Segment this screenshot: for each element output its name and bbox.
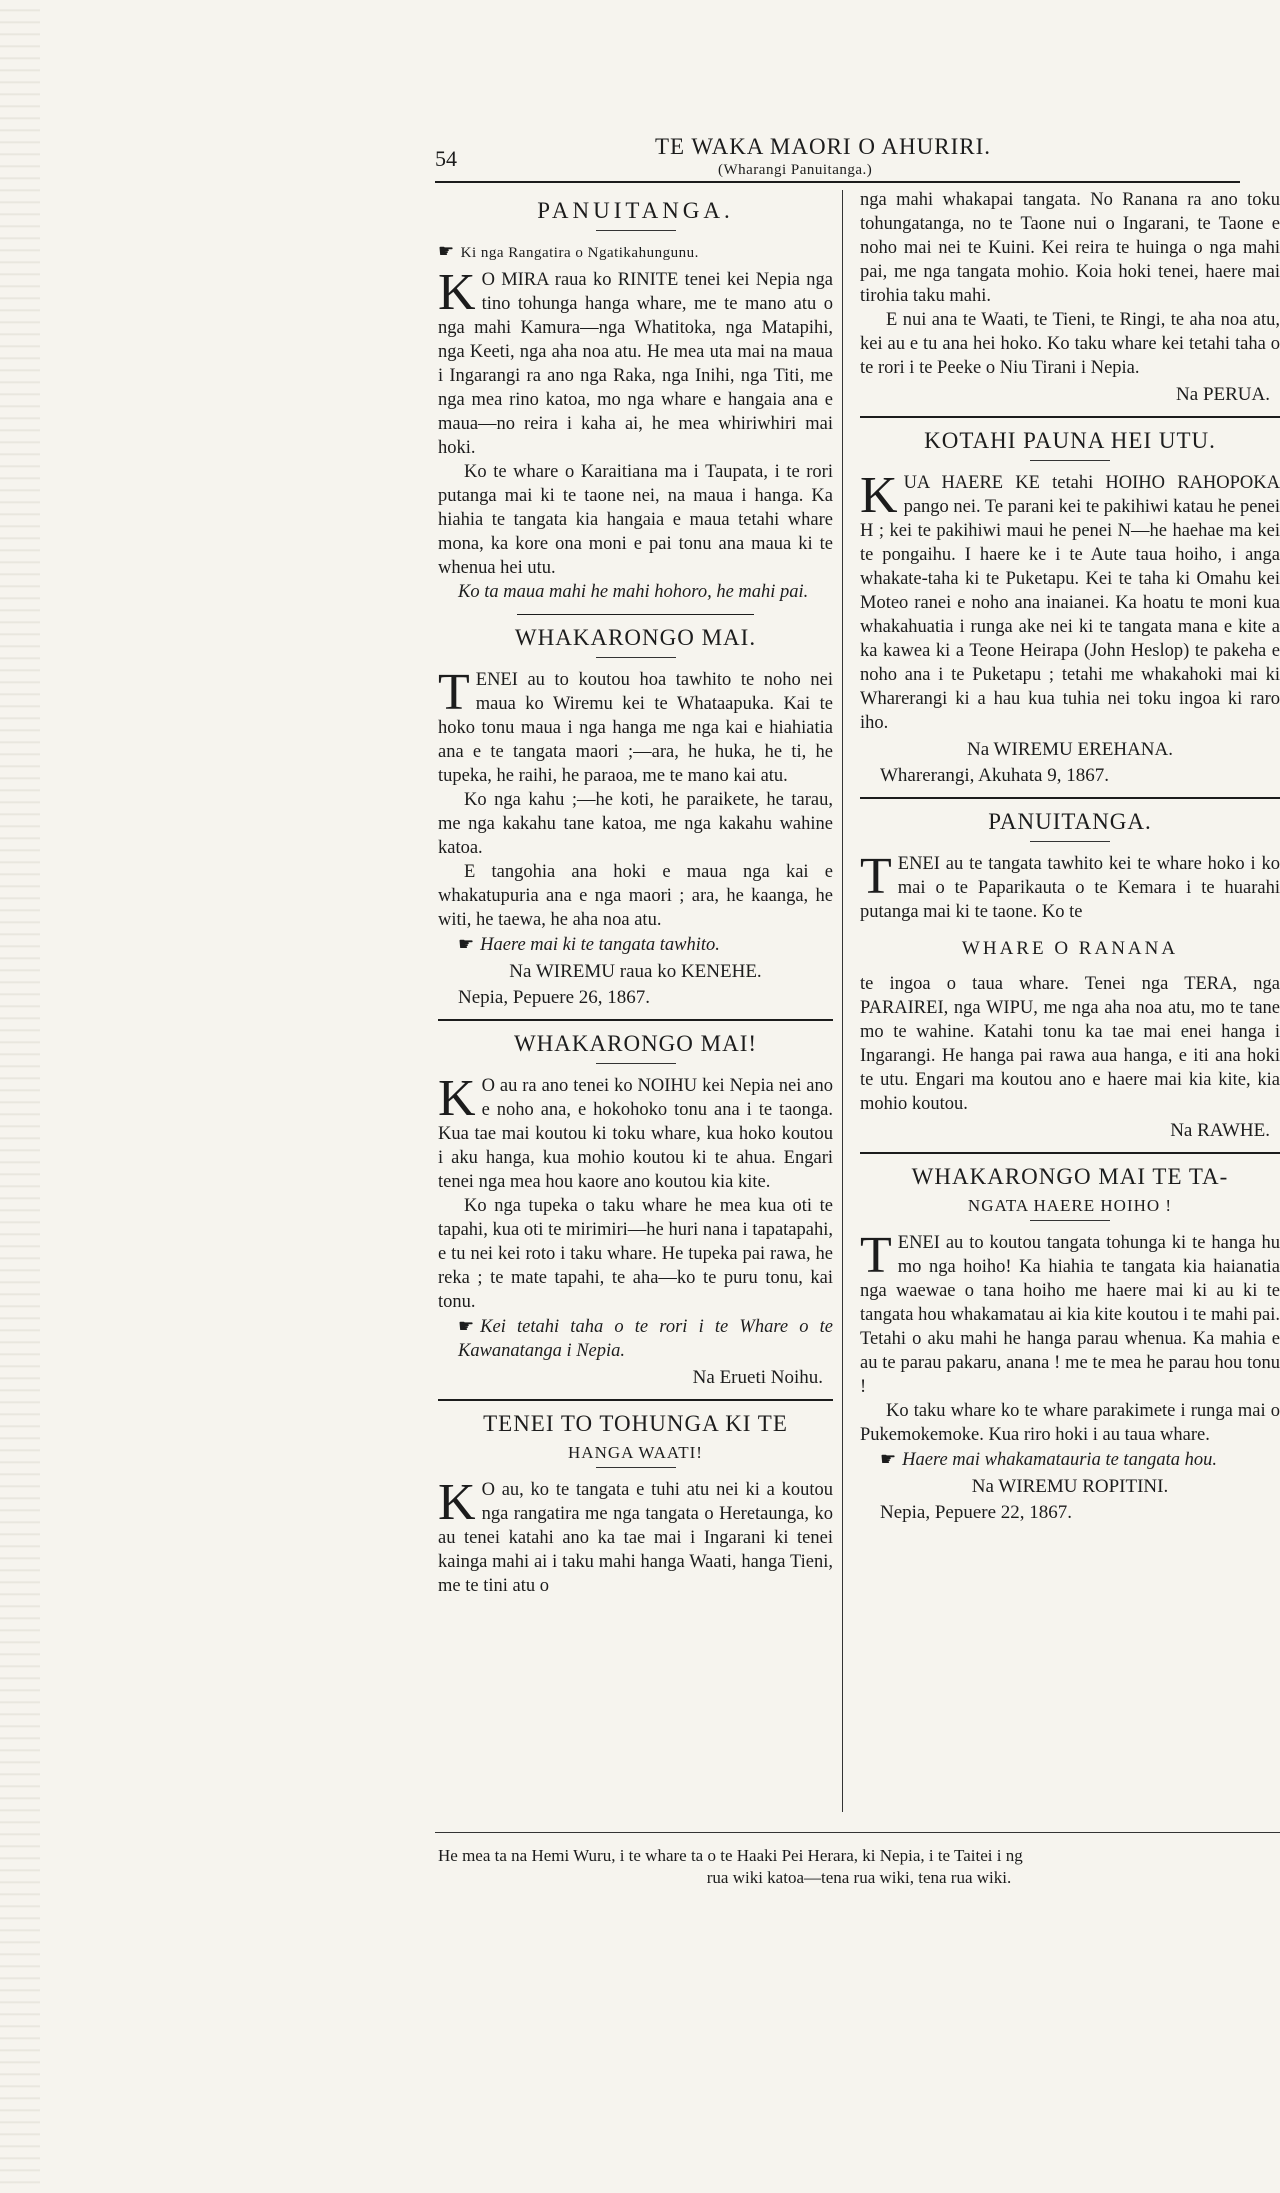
section-rule xyxy=(860,416,1280,418)
right-column xyxy=(860,188,1280,1820)
notice-paragraph: K O au ra ano tenei ko NOIHU kei Nepia nei ano e noho ana, e hokohoko tonu ana i te taonga. Kua tae mai koutou ki toku whare, kua hoko koutou i aku hanga, kua mohio koutou ki te ahua. Engari tenei nga mea hou kaore ano koutou kia kite. xyxy=(438,1070,833,1192)
imprint-line-2: rua wiki katoa—tena rua wiki, tena rua wiki. xyxy=(706,1868,1012,1887)
title-rule xyxy=(596,1063,676,1064)
notice-title: PANUITANGA. xyxy=(988,809,1152,834)
notice-whakarongo-mai-wiremu xyxy=(438,625,833,1021)
notice-panuitanga-ranana xyxy=(860,809,1280,1154)
title-rule xyxy=(596,230,676,231)
notice-title: PANUITANGA. xyxy=(537,198,734,223)
newspaper-subtitle: (Wharangi Panuitanga.) xyxy=(718,162,873,178)
dropcap: K xyxy=(860,467,898,524)
notice-paragraph: nga mahi whakapai tangata. No Ranana ra ano toku tohungatanga, no te Taone nui o Ingarani, te Taone e noho mai nei te Kuini. Kei reira te huinga o nga mahi pai, me nga tangata mohio. Koia hoki tenei, haere mai tirohia taku mahi. xyxy=(860,190,1280,306)
notice-title: WHAKARONGO MAI TE TA- xyxy=(911,1164,1229,1189)
place-date: Wharerangi, Akuhata 9, 1867. xyxy=(880,765,1109,786)
notice-whakarongo-mai-noihu xyxy=(438,1031,833,1401)
notice-paragraph: Ko nga kahu ;—he koti, he paraikete, he tarau, me nga kakahu tane katoa, me nga kakahu wahine katoa. xyxy=(438,790,833,858)
notice-paragraph: TENEI au to koutou hoa tawhito te noho nei maua ko Wiremu kei te Whataapuka. Kai te hoko tonu maua i nga hanga me nga kai e hiahiatia ana e te tangata maori ;—ara, he huka, he ti, he tupeka, he raihi, he paraoa, me te mano kai atu. xyxy=(438,664,833,786)
column-divider xyxy=(842,190,843,1812)
notice-paragraph: E nui ana te Waati, te Tieni, te Ringi, te aha noa atu, kei au e tu ana hei hoko. Ko taku whare kei tetahi taha o te rori i te Peeke o Niu Tirani i Nepia. xyxy=(860,310,1280,378)
notice-whakarongo-mai-hoiho xyxy=(860,1164,1280,1524)
notice-title: KOTAHI PAUNA HEI UTU. xyxy=(924,428,1216,453)
signature: Na PERUA. xyxy=(1176,384,1270,405)
place-date: Nepia, Pepuere 26, 1867. xyxy=(458,987,651,1008)
header-rule xyxy=(435,181,1240,183)
section-rule xyxy=(438,1399,833,1401)
dropcap: T xyxy=(438,664,470,721)
notice-paragraph: te ingoa o taua whare. Tenei nga TERA, nga PARAIREI, nga WIPU, me nga aha noa atu, mo te tane mo te wahine. Katahi tonu ka tae mai enei hanga i Ingarangi. He hanga pai rawa aua hanga, e iti ana hoki te utu. Engari ma koutou ano e haere mai kia kite, kia mohio koutou. xyxy=(860,974,1280,1114)
title-rule xyxy=(1030,1220,1110,1221)
notice-note: ☛ Kei tetahi taha o te rori i te Whare o te Kawanatanga i Nepia. xyxy=(458,1316,833,1361)
place-date: Nepia, Pepuere 22, 1867. xyxy=(880,1502,1073,1523)
notice-subtitle: HANGA WAATI! xyxy=(568,1443,703,1462)
signature: Na Erueti Noihu. xyxy=(692,1367,823,1388)
section-rule xyxy=(860,1152,1280,1154)
notice-title: WHAKARONGO MAI! xyxy=(513,1031,758,1056)
notice-paragraph: Ko nga tupeka o taku whare he mea kua oti te tapahi, kua oti te mirimiri—he huri nana i tapatapahi, e tu nei kei roto i taku whare. He tupeka pai rawa, he reka ; te mate tapahi, te aha—ko te puru tonu, kai tonu. xyxy=(438,1196,833,1312)
notice-paragraph: K O MIRA raua ko RINITE tenei kei Nepia nga tino tohunga hanga whare, me te mano atu o nga mahi Kamura—nga Whatitoka, nga Matapihi, nga Keeti, nga aha noa atu. He mea uta mai na maua i Ingarangi ra ano nga Raka, nga Inihi, nga Titi, me nga mea rino katoa, mo nga whare e hangaia ana e maua—no reira i kaha ai, he mea whiriwhiri mai hoki. xyxy=(438,264,833,458)
dropcap: K xyxy=(438,1474,476,1531)
notice-panuitanga-mira xyxy=(438,198,833,615)
section-rule xyxy=(438,1019,833,1021)
scan-margin xyxy=(0,0,40,2193)
section-rule xyxy=(860,797,1280,799)
notice-title: TENEI TO TOHUNGA KI TE xyxy=(483,1411,788,1436)
notice-paragraph: E tangohia ana hoki e maua nga kai e whakatupuria ana e nga maori ; ara, he kaanga, he witi, he taewa, he aha noa atu. xyxy=(438,862,833,930)
title-rule xyxy=(1030,841,1110,842)
pointing-hand-icon: ☛ xyxy=(458,934,475,954)
newspaper-title: TE WAKA MAORI O AHURIRI. xyxy=(655,134,991,159)
signature: Na WIREMU ROPITINI. xyxy=(971,1476,1169,1497)
signature: Na WIREMU raua ko KENEHE. xyxy=(509,961,762,982)
page-number: 54 xyxy=(435,146,457,171)
printer-imprint xyxy=(438,1845,1280,1889)
footer-rule xyxy=(435,1832,1280,1833)
notice-address: ☛ Ki nga Rangatira o Ngatikahungunu. xyxy=(438,241,699,261)
title-rule xyxy=(596,1467,676,1468)
dropcap: K xyxy=(438,264,476,321)
imprint-line-1: He mea ta na Hemi Wuru, i te whare ta o te Haaki Pei Herara, ki Nepia, i te Taitei i ng xyxy=(438,1846,1023,1865)
notice-paragraph: Ko te whare o Karaitiana ma i Taupata, i te rori putanga mai ki te taone nei, na maua i hanga. Ka hiahia te tangata kia hangaia e maua tetahi whare mona, ka kore ona moni e pai tonu ana maua ki te whenua hei utu. xyxy=(438,462,833,578)
notice-paragraph: K O au, ko te tangata e tuhi atu nei ki a koutou nga rangatira me nga tangata o Heretaunga, ko au tenei katahi ano ka tae mai i Ingarani ki tenei kainga mahi ai i taku mahi hanga Waati, hanga Tieni, me te tini atu o xyxy=(438,1474,833,1596)
notice-note: ☛ Haere mai whakamatauria te tangata hou. xyxy=(880,1449,1217,1470)
pointing-hand-icon: ☛ xyxy=(880,1449,897,1469)
title-rule xyxy=(596,657,676,658)
notice-note: ☛ Haere mai ki te tangata tawhito. xyxy=(458,934,720,955)
shop-name: WHARE O RANANA xyxy=(961,938,1179,959)
signature: Na RAWHE. xyxy=(1170,1120,1270,1141)
notice-kotahi-pauna xyxy=(860,428,1280,799)
dropcap: K xyxy=(438,1070,476,1127)
notice-subtitle: NGATA HAERE HOIHO ! xyxy=(967,1196,1173,1215)
notice-paragraph: Ko taku whare ko te whare parakimete i runga mai o Pukemokemoke. Kua riro hoki i au taua whare. xyxy=(860,1401,1280,1445)
section-rule xyxy=(517,614,754,615)
left-column xyxy=(438,188,833,1818)
notice-tohunga-waati-continued xyxy=(860,188,1280,418)
signature: Na WIREMU EREHANA. xyxy=(967,739,1173,760)
pointing-hand-icon: ☛ xyxy=(458,1316,475,1336)
notice-title: WHAKARONGO MAI. xyxy=(514,625,757,650)
dropcap: T xyxy=(860,848,892,905)
pointing-hand-icon: ☛ xyxy=(438,241,455,261)
notice-tohunga-waati xyxy=(438,1411,833,1598)
notice-paragraph: KUA HAERE KE tetahi HOIHO RAHOPOKA pango nei. Te parani kei te pakihiwi katau he penei H ; kei te pakihiwi maui he penei N—he haehae ma kei te pongaihu. I haere ke i te Aute taua hoiho, i anga whakate-taha ki te Puketapu. Kei te taha ki Omahu kei Moteo ranei e noho ana inaianei. Ka hoatu te moni kua whakahuatia i runga ake nei ki te tangata mana e kite a ka kawea ki a Teone Heirapa (John Heslop) te pakeha e noho ana i te Puketapu ; tetahi me whakahoki mai ki Wharerangi ki a hau kua tuhia nei toku ingoa ki raro iho. xyxy=(860,467,1280,733)
notice-paragraph: TENEI au to koutou tangata tohunga ki te hanga hu mo nga hoiho! Ka hiahia te tangata kia haianatia nga waewae o tana hoiho me haere mai ki au ki te tangata hou whakamatau ai kia kite koutou i te mahi pai. Tetahi o aku mahi he hanga parau whenua. Ka mahia e au te parau pakaru, anana ! me te mea he parau hou tonu ! xyxy=(860,1227,1280,1397)
notice-paragraph: TENEI au te tangata tawhito kei te whare hoko i ko mai o te Paparikauta o te Kemara i te huarahi putanga mai ki te taone. Ko te xyxy=(860,848,1280,922)
notice-note: Ko ta maua mahi he mahi hohoro, he mahi pai. xyxy=(458,582,809,602)
dropcap: T xyxy=(860,1227,892,1284)
title-rule xyxy=(1030,460,1110,461)
